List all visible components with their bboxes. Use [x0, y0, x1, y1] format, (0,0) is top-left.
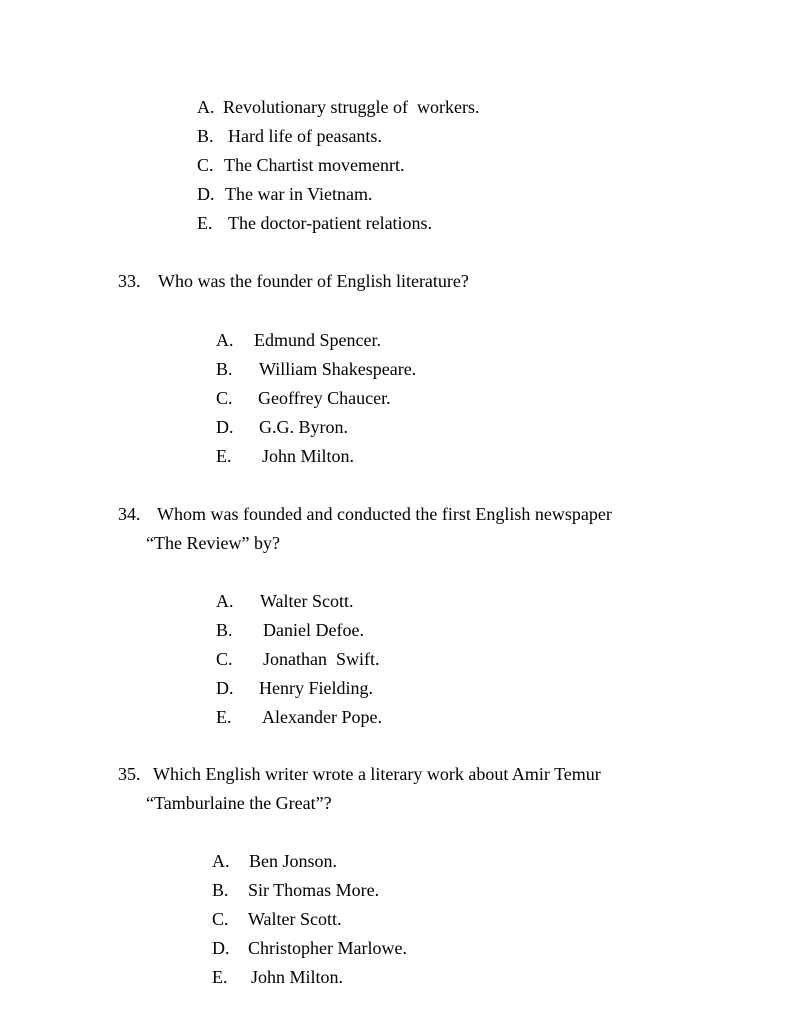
- option-letter: D.: [216, 417, 234, 437]
- option-text: Walter Scott.: [260, 591, 354, 611]
- option-letter: E.: [216, 446, 232, 466]
- question-text: Whom was founded and conducted the first English newspaper: [157, 504, 612, 524]
- option-letter: C.: [197, 155, 214, 175]
- q35-option-d: [203, 915, 407, 958]
- option-text: Christopher Marlowe.: [248, 938, 407, 958]
- q34-option-c: [207, 626, 380, 669]
- option-letter: B.: [212, 880, 229, 900]
- option-text: G.G. Byron.: [259, 417, 348, 437]
- question-number: 33.: [118, 271, 141, 291]
- option-text: Edmund Spencer.: [254, 330, 381, 350]
- option-text: The Chartist movemenrt.: [224, 155, 405, 175]
- question-35-continuation: [137, 770, 332, 813]
- q35-option-a: [203, 828, 338, 871]
- option-letter: C.: [216, 388, 233, 408]
- q33-option-e: [207, 423, 355, 466]
- q33-option-c: [207, 365, 391, 408]
- q33-option-d: [207, 394, 348, 437]
- question-text: “Tamburlaine the Great”?: [146, 793, 332, 813]
- option-letter: B.: [197, 126, 214, 146]
- option-letter: A.: [197, 97, 215, 117]
- q35-option-c: [203, 886, 342, 929]
- option-letter: C.: [212, 909, 229, 929]
- option-text: Alexander Pope.: [262, 707, 382, 727]
- option-text: Jonathan Swift.: [263, 649, 380, 669]
- option-text: Henry Fielding.: [259, 678, 373, 698]
- question-34: [109, 481, 612, 524]
- option-c: [188, 132, 405, 175]
- option-text: Geoffrey Chaucer.: [258, 388, 391, 408]
- option-letter: B.: [216, 359, 233, 379]
- option-letter: E.: [197, 213, 213, 233]
- option-letter: E.: [216, 707, 232, 727]
- option-letter: D.: [197, 184, 215, 204]
- option-text: John Milton.: [251, 967, 344, 987]
- question-text: “The Review” by?: [146, 533, 280, 553]
- q34-option-d: [207, 655, 373, 698]
- option-text: Daniel Defoe.: [263, 620, 364, 640]
- question-33: [109, 248, 469, 291]
- option-a: [188, 74, 480, 117]
- question-34-continuation: [137, 510, 280, 553]
- option-letter: C.: [216, 649, 233, 669]
- option-letter: A.: [216, 591, 234, 611]
- question-number: 34.: [118, 504, 141, 524]
- q34-option-e: [207, 684, 382, 727]
- option-text: John Milton.: [262, 446, 355, 466]
- option-text: Revolutionary struggle of workers.: [223, 97, 480, 117]
- question-text: Which English writer wrote a literary work about Amir Temur: [153, 764, 601, 784]
- question-35: [109, 741, 601, 784]
- option-letter: A.: [216, 330, 234, 350]
- option-text: The war in Vietnam.: [225, 184, 373, 204]
- option-text: Walter Scott.: [248, 909, 342, 929]
- q35-option-b: [203, 857, 380, 900]
- question-number: 35.: [118, 764, 141, 784]
- q34-option-a: [207, 568, 354, 611]
- q33-option-b: [207, 336, 417, 379]
- q34-option-b: [207, 597, 364, 640]
- option-b: [188, 103, 382, 146]
- option-text: Sir Thomas More.: [248, 880, 380, 900]
- option-letter: D.: [212, 938, 230, 958]
- option-text: The doctor-patient relations.: [228, 213, 433, 233]
- option-letter: B.: [216, 620, 233, 640]
- option-text: Hard life of peasants.: [228, 126, 382, 146]
- option-e: [188, 190, 433, 233]
- option-letter: E.: [212, 967, 228, 987]
- q35-option-e: [203, 944, 344, 987]
- question-text: Who was the founder of English literature?: [158, 271, 469, 291]
- option-text: William Shakespeare.: [259, 359, 417, 379]
- option-letter: A.: [212, 851, 230, 871]
- option-letter: D.: [216, 678, 234, 698]
- option-text: Ben Jonson.: [249, 851, 338, 871]
- q33-option-a: [207, 307, 381, 350]
- option-d: [188, 161, 373, 204]
